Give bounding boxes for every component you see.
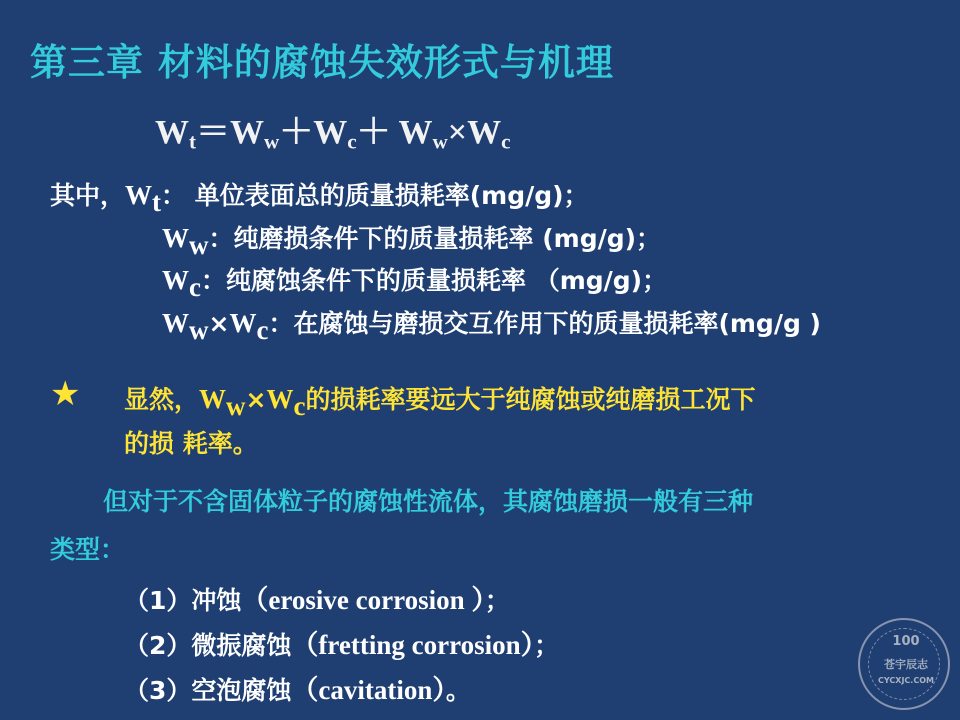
type-end: ； — [484, 586, 510, 615]
def-sym: W — [229, 308, 257, 338]
formula-ww: W — [230, 114, 265, 151]
definition-wc — [162, 261, 667, 303]
formula-sub-c-2: c — [501, 129, 511, 154]
def-colon: ： — [208, 224, 234, 253]
slide-title: 第三章 材料的腐蚀失效形式与机理 — [30, 41, 614, 84]
highlight-pre: 显然， — [124, 385, 200, 414]
def-sym: W — [162, 308, 189, 338]
formula-ww-2: W — [398, 114, 433, 151]
def-text: 纯磨损条件下的质量损耗率 (mg/g)； — [233, 224, 662, 253]
highlight-sym: W — [266, 384, 294, 414]
def-sub: t — [152, 186, 162, 217]
intro-line-2: 类型： — [50, 535, 126, 564]
def-sub: w — [189, 314, 209, 345]
formula-wc: W — [313, 114, 348, 151]
type-item-1 — [124, 578, 510, 617]
formula-eq: ＝ — [196, 114, 231, 151]
highlight-text: 的损耗率要远大于纯腐蚀或纯磨损工况下 — [305, 385, 756, 414]
definition-wt — [50, 176, 589, 218]
formula-wc-2: W — [467, 114, 502, 151]
type-item-3 — [124, 668, 471, 707]
type-cn: 冲蚀 — [191, 586, 242, 615]
def-sub: w — [189, 229, 209, 260]
definition-interaction — [162, 304, 821, 346]
highlight-sub: w — [226, 390, 246, 421]
star-icon: ★ — [50, 374, 81, 414]
type-item-2 — [124, 623, 559, 662]
def-sym: W — [162, 265, 189, 295]
formula-sub-w-2: w — [432, 129, 448, 154]
watermark-url: CYCXJC.COM — [878, 676, 934, 685]
def-sub: c — [189, 271, 201, 302]
watermark-number: 100 — [892, 634, 920, 649]
highlight-sym: W — [199, 384, 227, 414]
type-cn: 微振腐蚀 — [191, 631, 292, 660]
type-num: （3） — [124, 676, 192, 705]
formula — [155, 104, 510, 154]
formula-plus: ＋ — [279, 114, 314, 151]
definition-ww — [162, 219, 661, 261]
definition-lead: 其中， — [50, 181, 126, 210]
def-sym: W — [125, 180, 153, 210]
formula-sub-w: w — [264, 129, 280, 154]
type-cn: 空泡腐蚀 — [191, 676, 292, 705]
def-text: 在腐蚀与磨损交互作用下的质量损耗率(mg/g ) — [293, 309, 821, 338]
highlight-sub: c — [293, 390, 306, 421]
watermark-seal — [858, 618, 950, 710]
type-end: ； — [534, 631, 560, 660]
formula-sub-c: c — [347, 129, 357, 154]
highlight-times: × — [245, 385, 267, 414]
watermark-name: 苍宇辰志 — [884, 658, 928, 671]
highlight-line-1 — [124, 380, 755, 422]
formula-wt: W — [155, 114, 189, 151]
def-colon: ： — [200, 266, 226, 295]
def-text: 单位表面总的质量损耗率(mg/g)； — [186, 181, 589, 210]
def-sub: c — [256, 314, 269, 345]
def-colon: ： — [268, 309, 294, 338]
type-num: （1） — [124, 586, 192, 615]
intro-line-1: 但对于不含固体粒子的腐蚀性流体，其腐蚀磨损一般有三种 — [103, 487, 754, 516]
type-en: （cavitation） — [291, 675, 446, 705]
type-en: （erosive corrosion ） — [241, 585, 485, 615]
def-sym: W — [162, 223, 189, 253]
formula-plus-2: ＋ — [356, 114, 399, 151]
def-times: × — [208, 309, 230, 338]
highlight-line-2: 的损 耗率。 — [124, 429, 258, 458]
def-text: 纯腐蚀条件下的质量损耗率 （mg/g)； — [226, 266, 668, 295]
type-en: （fretting corrosion） — [291, 630, 535, 660]
def-colon: ： — [161, 181, 187, 210]
formula-sub-t: t — [189, 129, 197, 154]
formula-times: × — [447, 114, 468, 151]
type-num: （2） — [124, 631, 192, 660]
type-end: 。 — [445, 676, 471, 705]
